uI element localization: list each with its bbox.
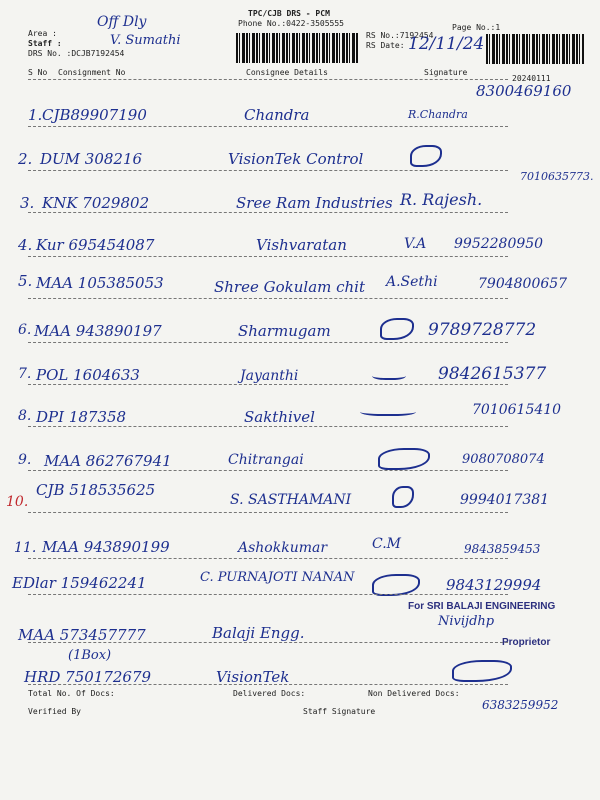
verified-by: Verified By [28, 707, 81, 716]
table-row-6-signature-mark [380, 318, 414, 340]
table-row-4-consignee: Vishvaratan [256, 236, 347, 254]
table-row-3-consignment: KNK 7029802 [42, 194, 150, 212]
table-row-10-consignee: S. SASTHAMANI [230, 492, 352, 508]
company-stamp: For SRI BALAJI ENGINEERING [408, 601, 556, 612]
table-row-11-num: 11. [14, 540, 37, 556]
staff-signature: Staff Signature [303, 707, 376, 716]
table-row-13-consignment: MAA 573457777 [18, 626, 146, 644]
table-row-4-num: 4. [18, 236, 33, 254]
table-row-6-phone: 9789728772 [428, 320, 537, 340]
table-row-1-consignment: CJB89907190 [42, 106, 147, 124]
table-row-4-phone: 9952280950 [454, 236, 544, 252]
table-row-12-signature-mark [372, 574, 420, 596]
table-row-3-line [28, 212, 508, 213]
table-row-14-signature-mark [452, 660, 512, 682]
table-row-9-signature-mark [378, 448, 430, 470]
table-row-8-phone: 7010615410 [472, 402, 562, 418]
table-row-14-consignee: VisionTek [216, 668, 290, 686]
table-row-9-num: 9. [18, 452, 32, 468]
table-row-13-consignee: Balaji Engg. [212, 624, 305, 642]
table-row-7-line [28, 384, 508, 385]
table-row-8-consignee: Sakthivel [244, 408, 315, 426]
table-row-9-consignment: MAA 862767941 [44, 452, 172, 470]
drs-number: DRS No. :DCJB7192454 [28, 49, 125, 58]
table-row-4-signature: V.A [404, 236, 427, 252]
table-row-2-line [28, 170, 508, 171]
table-row-12-phone: 9843129994 [446, 576, 542, 594]
table-row-6-line [28, 342, 508, 343]
table-row-13-line [28, 642, 508, 643]
table-row-6-consignment: MAA 943890197 [34, 322, 162, 340]
table-row-2-phone: 7010635773. [520, 170, 594, 183]
table-row-1-phone: 8300469160 [476, 82, 572, 100]
box-note: (1Box) [68, 648, 112, 663]
table-row-12-consignee: C. PURNAJOTI NANAN [200, 570, 355, 585]
table-row-4-consignment: Kur 695454087 [36, 236, 155, 254]
table-row-11-consignee: Ashokkumar [238, 540, 328, 556]
header-separator [28, 79, 508, 80]
col-sno: S No [28, 68, 48, 77]
table-row-3-signature: R. Rajesh. [400, 190, 483, 209]
area-label: Area : [28, 29, 57, 38]
rs-number: RS No.:7192454 [366, 31, 434, 40]
table-row-2-num: 2. [18, 150, 33, 168]
table-row-11-line [28, 558, 508, 559]
date-stamp: 20240111 [512, 74, 551, 83]
table-row-10-signature-mark [392, 486, 414, 508]
phone-number: Phone No.:0422-3505555 [238, 19, 344, 28]
table-row-5-signature: A.Sethi [386, 274, 438, 290]
table-row-1-num: 1. [28, 106, 43, 124]
page-number: Page No.:1 [452, 23, 501, 32]
area-value: Off Dly [97, 14, 147, 30]
table-row-10-num: 10. [6, 494, 29, 510]
stamp-signature: Nivijdhp [438, 614, 495, 629]
table-row-2-consignee: VisionTek Control [228, 150, 364, 168]
table-row-14-consignment: HRD 750172679 [24, 668, 152, 686]
table-row-11-phone: 9843859453 [464, 542, 541, 556]
total-docs: Total No. Of Docs: [28, 689, 115, 698]
table-row-12-line [28, 594, 508, 595]
table-row-11-signature: C.M [372, 536, 401, 552]
col-consignment-no: Consignment No [58, 68, 126, 77]
table-row-9-consignee: Chitrangai [228, 452, 304, 468]
staff-label: Staff : [28, 39, 62, 48]
delivered-docs: Delivered Docs: [233, 689, 306, 698]
table-row-8-consignment: DPI 187358 [36, 408, 127, 426]
table-row-10-phone: 9994017381 [460, 492, 550, 508]
table-row-3-consignee: Sree Ram Industries [236, 194, 393, 212]
table-row-8-line [28, 426, 508, 427]
table-row-7-num: 7. [18, 366, 32, 382]
table-row-10-consignment: CJB 518535625 [36, 481, 156, 499]
table-row-7-phone: 9842615377 [438, 364, 547, 384]
table-row-7-consignment: POL 1604633 [36, 366, 140, 384]
table-row-2-consignment: DUM 308216 [40, 150, 143, 168]
table-row-7-consignee: Jayanthi [240, 368, 299, 384]
non-delivered-docs: Non Delivered Docs: [368, 689, 460, 698]
table-row-14-line [28, 684, 508, 685]
table-row-9-phone: 9080708074 [462, 452, 545, 467]
table-row-5-consignee: Shree Gokulam chit [214, 278, 366, 296]
table-row-10-line [28, 512, 508, 513]
table-row-12-consignment: EDlar 159462241 [12, 574, 147, 592]
drs-barcode [236, 33, 358, 63]
table-row-3-num: 3. [20, 194, 35, 212]
table-row-8-signature-mark [360, 406, 416, 416]
document-title: TPC/CJB DRS - PCM [248, 9, 330, 18]
table-row-14-phone: 6383259952 [482, 698, 559, 712]
table-row-11-consignment: MAA 943890199 [42, 538, 170, 556]
col-consignee-details: Consignee Details [246, 68, 328, 77]
table-row-5-line [28, 298, 508, 299]
rs-date-label: RS Date: [366, 41, 405, 50]
table-row-6-num: 6. [18, 322, 32, 338]
table-row-5-num: 5. [18, 272, 33, 290]
rs-barcode [486, 34, 584, 64]
stamp-proprietor: Proprietor [502, 637, 551, 648]
table-row-1-signature: R.Chandra [408, 108, 468, 121]
table-row-5-phone: 7904800657 [478, 276, 568, 292]
col-signature: Signature [424, 68, 468, 77]
table-row-4-line [28, 256, 508, 257]
staff-value: V. Sumathi [110, 33, 181, 48]
table-row-8-num: 8. [18, 408, 32, 424]
rs-date-value: 12/11/24 [408, 34, 485, 54]
table-row-1-consignee: Chandra [244, 106, 310, 124]
table-row-7-signature-mark [372, 370, 406, 380]
table-row-2-signature-mark [410, 145, 442, 167]
table-row-1-line [28, 126, 508, 127]
table-row-5-consignment: MAA 105385053 [36, 274, 164, 292]
table-row-6-consignee: Sharmugam [238, 322, 331, 340]
table-row-9-line [28, 470, 508, 471]
